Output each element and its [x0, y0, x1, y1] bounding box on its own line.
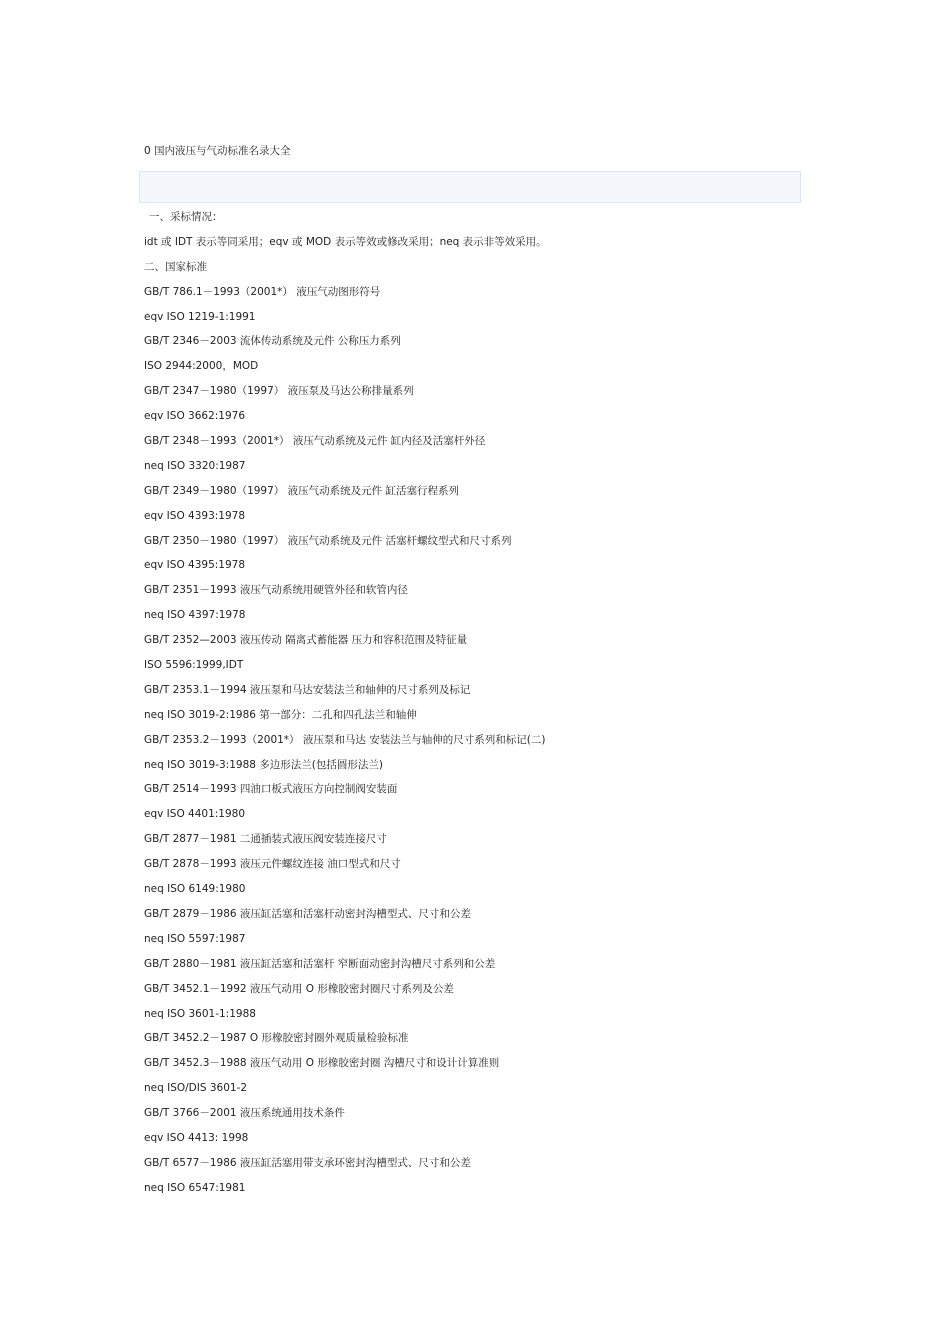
- document-line: ISO 2944:2000，MOD: [144, 360, 259, 373]
- document-line: GB/T 2351－1993 液压气动系统用硬管外径和软管内径: [144, 584, 408, 597]
- document-line: neq ISO 6547:1981: [144, 1181, 246, 1194]
- document-line: GB/T 2514－1993 四油口板式液压方向控制阀安装面: [144, 783, 398, 796]
- document-line: eqv ISO 3662:1976: [144, 410, 246, 423]
- page-title: 0 国内液压与气动标准名录大全: [144, 145, 291, 157]
- document-line: GB/T 3766－2001 液压系统通用技术条件: [144, 1107, 345, 1120]
- document-line: GB/T 2877－1981 二通插装式液压阀安装连接尺寸: [144, 833, 387, 846]
- document-line: neq ISO/DIS 3601-2: [144, 1082, 248, 1095]
- document-line: GB/T 2349－1980（1997） 液压气动系统及元件 缸活塞行程系列: [144, 484, 459, 497]
- header-banner: [139, 171, 801, 203]
- document-line: GB/T 2879－1986 液压缸活塞和活塞杆动密封沟槽型式、尺寸和公差: [144, 907, 471, 920]
- document-line: neq ISO 3601-1:1988: [144, 1007, 256, 1020]
- document-line: GB/T 2880－1981 液压缸活塞和活塞杆 窄断面动密封沟槽尺寸系列和公差: [144, 957, 496, 970]
- document-line: GB/T 3452.2－1987 O 形橡胶密封圈外观质量检验标准: [144, 1032, 409, 1045]
- document-line: GB/T 2353.2－1993（2001*） 液压泵和马达 安装法兰与轴伸的尺寸系列和标记(二): [144, 733, 546, 746]
- document-line: GB/T 2878－1993 液压元件螺纹连接 油口型式和尺寸: [144, 858, 401, 871]
- document-line: eqv ISO 4401:1980: [144, 808, 246, 821]
- document-line: GB/T 786.1－1993（2001*） 液压气动图形符号: [144, 285, 381, 298]
- document-body: [144, 210, 844, 1206]
- document-line: idt 或 IDT 表示等同采用；eqv 或 MOD 表示等效或修改采用；neq 表示非等效采用。: [144, 235, 547, 248]
- document-line: neq ISO 4397:1978: [144, 609, 246, 622]
- document-line: neq ISO 5597:1987: [144, 932, 246, 945]
- document-line: GB/T 2347－1980（1997） 液压泵及马达公称排量系列: [144, 385, 414, 398]
- document-line: GB/T 2352—2003 液压传动 隔离式蓄能器 压力和容积范围及特征量: [144, 634, 468, 647]
- document-line: eqv ISO 4393:1978: [144, 509, 246, 522]
- document-line: GB/T 3452.1－1992 液压气动用 O 形橡胶密封圈尺寸系列及公差: [144, 982, 454, 995]
- document-line: 二、国家标准: [144, 260, 207, 273]
- document-line: GB/T 3452.3－1988 液压气动用 O 形橡胶密封圈 沟槽尺寸和设计计算准则: [144, 1057, 500, 1070]
- document-line: GB/T 2348－1993（2001*） 液压气动系统及元件 缸内径及活塞杆外径: [144, 435, 486, 448]
- document-line: eqv ISO 1219-1:1991: [144, 310, 256, 323]
- document-line: eqv ISO 4395:1978: [144, 559, 246, 572]
- document-line: GB/T 6577－1986 液压缸活塞用带支承环密封沟槽型式、尺寸和公差: [144, 1156, 471, 1169]
- document-line: neq ISO 6149:1980: [144, 883, 246, 896]
- document-line: ISO 5596:1999,IDT: [144, 659, 244, 672]
- document-line: GB/T 2346－2003 流体传动系统及元件 公称压力系列: [144, 335, 401, 348]
- document-line: GB/T 2350－1980（1997） 液压气动系统及元件 活塞杆螺纹型式和尺寸系列: [144, 534, 512, 547]
- document-line: neq ISO 3320:1987: [144, 459, 246, 472]
- document-line: neq ISO 3019-2:1986 第一部分：二孔和四孔法兰和轴伸: [144, 708, 417, 721]
- document-line: eqv ISO 4413: 1998: [144, 1131, 249, 1144]
- document-line: GB/T 2353.1－1994 液压泵和马达安装法兰和轴伸的尺寸系列及标记: [144, 683, 471, 696]
- document-line: neq ISO 3019-3:1988 多边形法兰(包括圆形法兰): [144, 758, 383, 771]
- section-heading: 一、采标情况：: [149, 211, 223, 223]
